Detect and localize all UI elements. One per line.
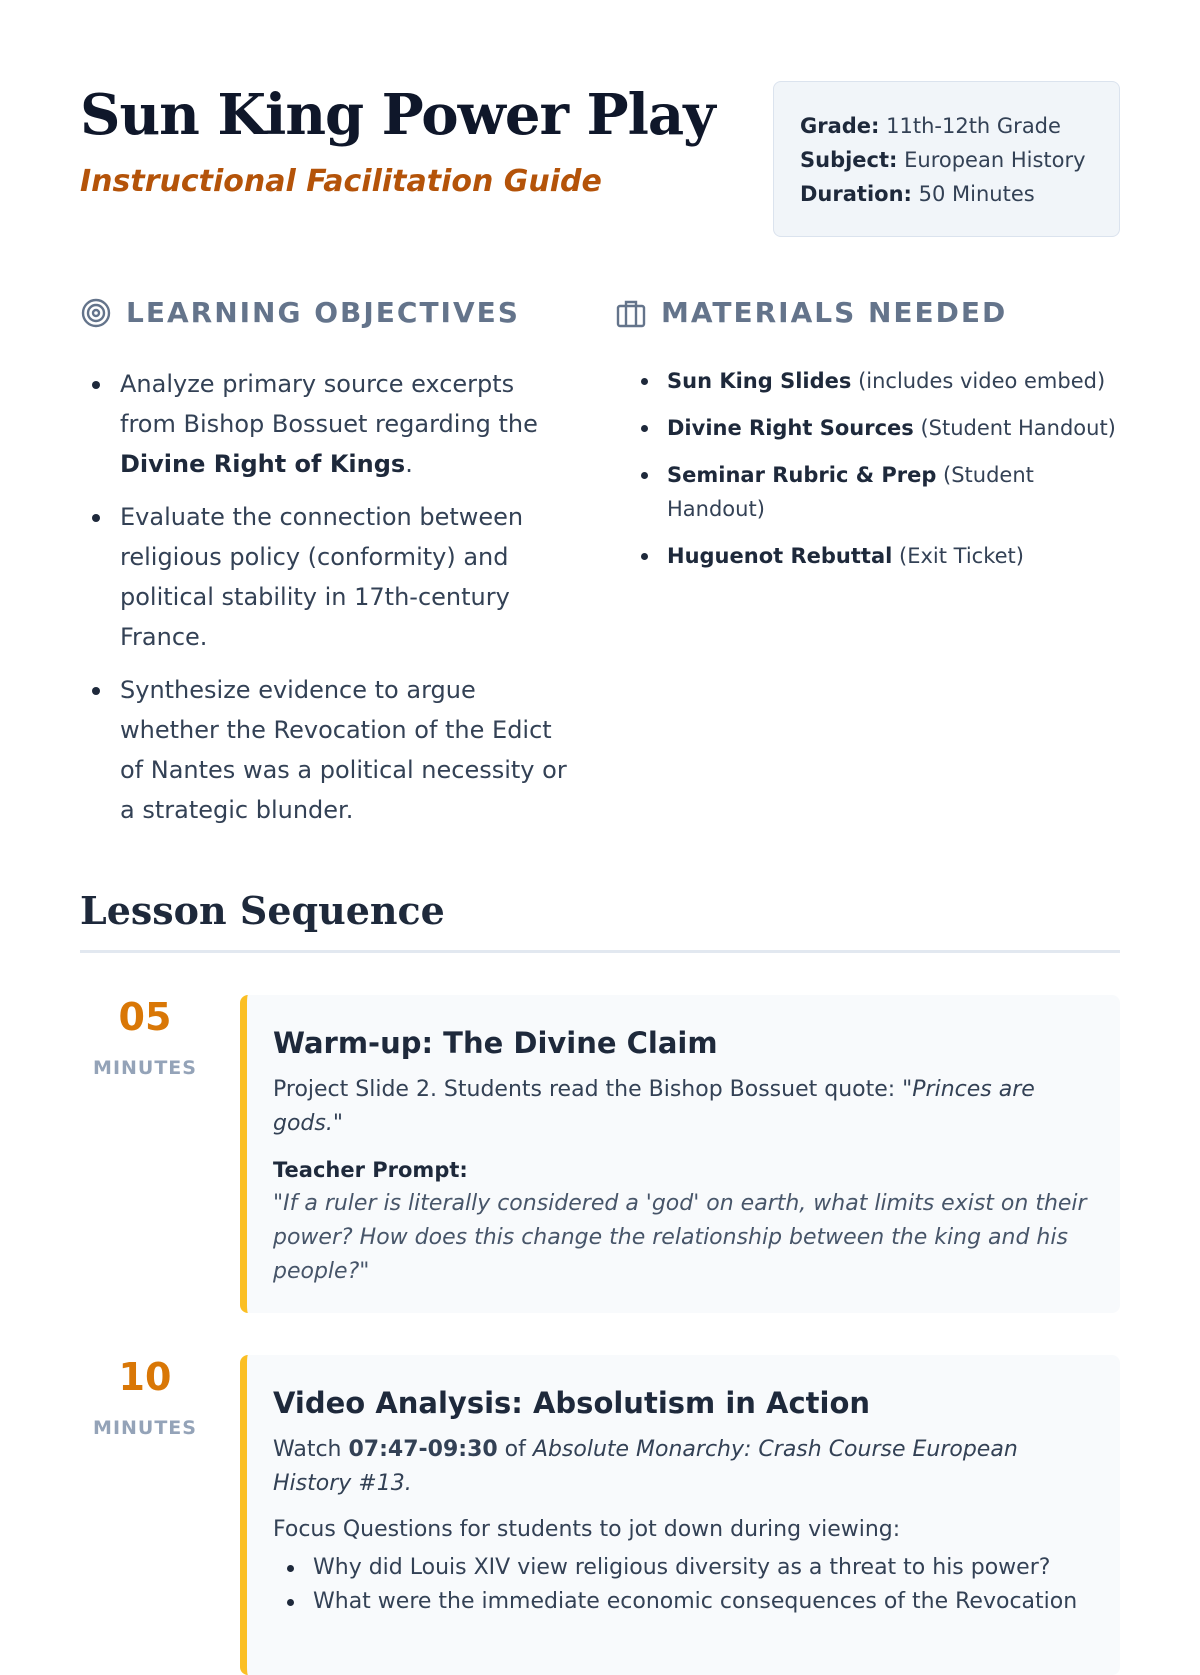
objectives-list — [80, 364, 570, 843]
materials-list — [627, 364, 1127, 586]
focus-questions-list — [273, 1551, 1094, 1619]
focus-questions-intro: Focus Questions for students to jot down during viewing: — [273, 1517, 901, 1542]
lesson-guide-page — [80, 0, 1120, 1614]
list-item: Sun King Slides (includes video embed) — [627, 364, 1127, 398]
step-card — [240, 1355, 1120, 1675]
list-item: Evaluate the connection between religious policy (conformity) and political stability in 17th-century France. — [80, 497, 570, 657]
step-minutes: 10 — [118, 1355, 172, 1399]
lesson-meta-box — [773, 81, 1120, 237]
sequence-title: Lesson Sequence — [80, 888, 445, 933]
list-item: What were the immediate economic consequences of the Revocation — [273, 1585, 1094, 1619]
step-description: Watch 07:47-09:30 of Absolute Monarchy: Crash Course European History #13. — [273, 1437, 1018, 1496]
step-title: Video Analysis: Absolutism in Action — [273, 1386, 871, 1420]
meta-subject: Subject: European History — [800, 148, 1086, 172]
objectives-heading: LEARNING OBJECTIVES — [80, 296, 520, 329]
step-card — [240, 995, 1120, 1313]
meta-grade: Grade: 11th-12th Grade — [800, 114, 1061, 138]
step-minutes-unit: MINUTES — [93, 1057, 197, 1079]
list-item: Synthesize evidence to argue whether the Revocation of the Edict of Nantes was a political necessity or a strategic blunder. — [80, 670, 570, 830]
step-minutes: 05 — [118, 995, 172, 1039]
page-title: Sun King Power Play — [80, 82, 715, 148]
list-item: Seminar Rubric & Prep (Student Handout) — [627, 458, 1127, 526]
step-title: Warm-up: The Divine Claim — [273, 1026, 718, 1060]
meta-duration: Duration: 50 Minutes — [800, 182, 1035, 206]
teacher-prompt: "If a ruler is literally considered a 'god' on earth, what limits exist on their power? How does this change the relationship between the king and his people?" — [273, 1191, 1087, 1284]
list-item: Huguenot Rebuttal (Exit Ticket) — [627, 539, 1127, 573]
teacher-prompt-label: Teacher Prompt: — [273, 1158, 468, 1182]
materials-heading: MATERIALS NEEDED — [615, 296, 1007, 329]
list-item: Divine Right Sources (Student Handout) — [627, 411, 1127, 445]
list-item: Analyze primary source excerpts from Bishop Bossuet regarding the Divine Right of Kings. — [80, 364, 570, 484]
list-item: Why did Louis XIV view religious diversity as a threat to his power? — [273, 1551, 1094, 1585]
step-description: Project Slide 2. Students read the Bishop Bossuet quote: "Princes are gods." — [273, 1077, 1035, 1136]
page-subtitle: Instructional Facilitation Guide — [80, 164, 602, 199]
divider — [80, 950, 1120, 953]
target-icon — [80, 297, 112, 329]
briefcase-icon — [615, 297, 647, 329]
step-minutes-unit: MINUTES — [93, 1417, 197, 1439]
